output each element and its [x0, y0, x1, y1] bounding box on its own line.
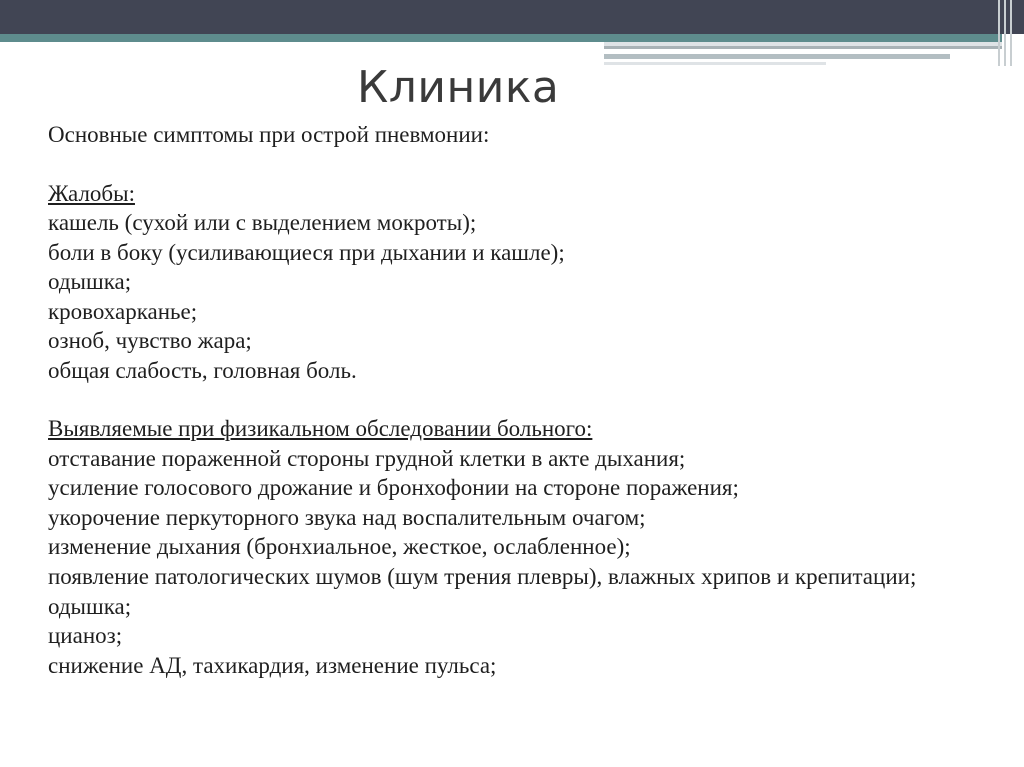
spacer [48, 385, 988, 414]
exam-item: одышка; [48, 593, 132, 619]
exam-item: снижение АД, тахикардия, изменение пульса; [48, 652, 497, 678]
complaint-item: озноб, чувство жара; [48, 328, 252, 353]
intro-text: Основные симптомы при острой пневмонии: [48, 122, 490, 147]
complaint-item: боли в боку (усиливающиеся при дыхании и кашле); [48, 239, 565, 265]
header-stripe [604, 62, 826, 65]
slide-title: Клиника [357, 62, 560, 113]
complaint-item: кашель (сухой или с выделением мокроты); [48, 210, 477, 235]
header-vertical-lines [998, 0, 1016, 66]
exam-heading: Выявляемые при физикальном обследовании больного: [48, 416, 593, 441]
complaint-item: общая слабость, головная боль. [48, 357, 357, 383]
header-stripe [604, 46, 1024, 49]
header-vertical-line [1004, 0, 1006, 66]
exam-item: укорочение перкуторного звука над воспалительным очагом; [48, 504, 646, 530]
header-vertical-line [1010, 0, 1012, 66]
complaint-item: кровохарканье; [48, 298, 198, 324]
spacer [48, 150, 988, 179]
header-stripe [604, 54, 950, 59]
exam-item: усиление голосового дрожание и бронхофонии на стороне поражения; [48, 475, 739, 500]
header-bar-dark [0, 0, 1024, 34]
exam-item: цианоз; [48, 623, 123, 648]
exam-item: отставание пораженной стороны грудной клетки в акте дыхания; [48, 445, 686, 471]
header-bar-teal [0, 34, 1024, 42]
slide-body [48, 120, 988, 680]
complaints-heading: Жалобы: [48, 180, 135, 206]
header-vertical-line [998, 0, 1000, 66]
exam-item: появление патологических шумов (шум трения плевры), влажных хрипов и крепитации; [48, 563, 917, 589]
complaint-item: одышка; [48, 269, 132, 294]
exam-item: изменение дыхания (бронхиальное, жесткое, ослабленное); [48, 534, 631, 559]
